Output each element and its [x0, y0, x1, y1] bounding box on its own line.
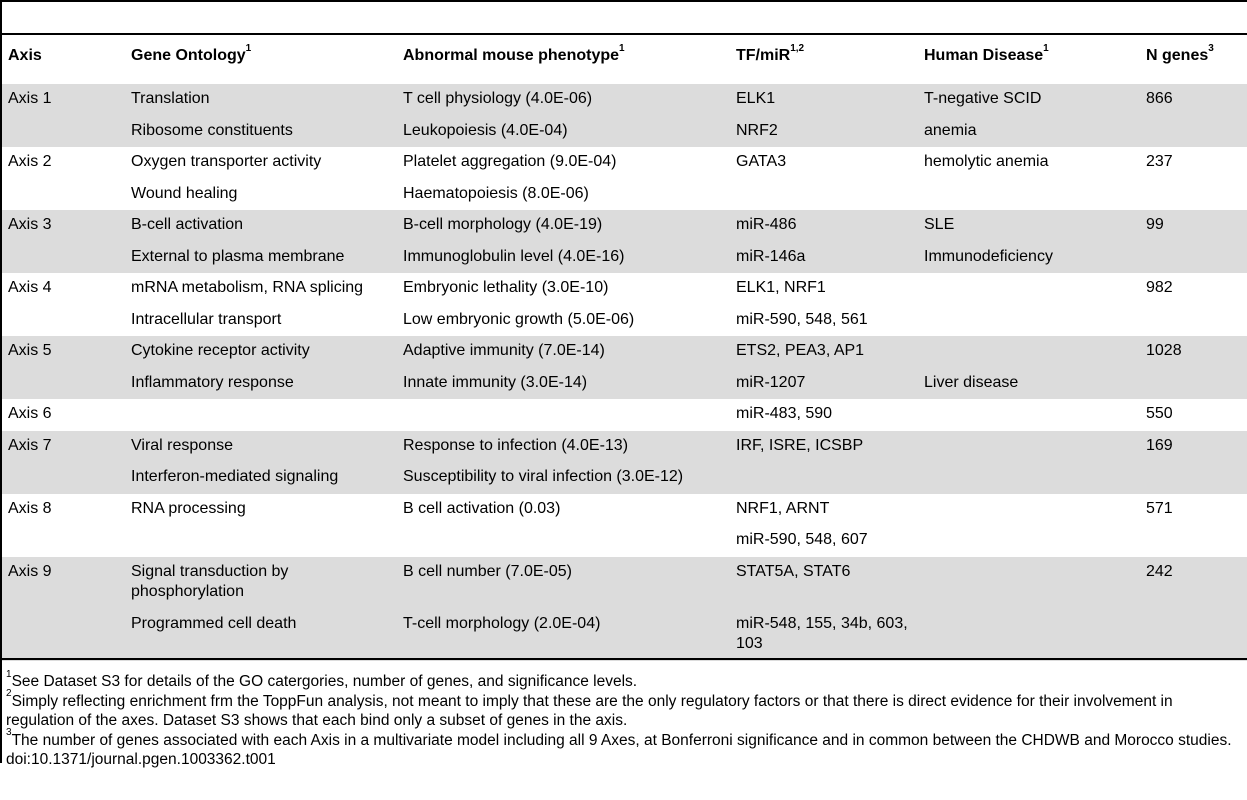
cell-mouse-phenotype: T cell physiology (4.0E-06) [397, 84, 730, 116]
cell-axis [2, 305, 125, 337]
table-row [2, 557, 1247, 609]
cell-gene-ontology [125, 399, 397, 431]
table-row [2, 399, 1247, 431]
cell-n-genes: 242 [1140, 557, 1247, 609]
footnotes [6, 668, 1242, 770]
cell-axis: Axis 1 [2, 84, 125, 116]
cell-mouse-phenotype: Response to infection (4.0E-13) [397, 431, 730, 463]
cell-tf-mir: miR-146a [730, 242, 918, 274]
cell-tf-mir: miR-1207 [730, 368, 918, 400]
footnote-3: $^3$The number of genes associated with each Axis in a multivariate model including all 9 Axes, at Bonferroni significance and in common between the CHDWB and Morocco studies. [6, 727, 1232, 749]
cell-human-disease: Liver disease [918, 368, 1140, 400]
cell-n-genes: 99 [1140, 210, 1247, 242]
cell-axis: Axis 5 [2, 336, 125, 368]
cell-axis: Axis 4 [8, 279, 52, 296]
table-row [2, 179, 1247, 211]
cell-n-genes: 550 [1146, 405, 1173, 422]
table-row [2, 336, 1247, 368]
cell-n-genes [1140, 609, 1247, 661]
footnote-1: $^1$See Dataset S3 for details of the GO catergories, number of genes, and significance levels. [6, 668, 638, 690]
cell-axis: Axis 2 [8, 153, 52, 170]
cell-axis [2, 462, 125, 494]
cell-human-disease [918, 431, 1140, 463]
cell-gene-ontology: Viral response [125, 431, 397, 463]
table-row [2, 273, 1247, 305]
cell-tf-mir: miR-548, 155, 34b, 603, 103 [730, 609, 918, 661]
cell-gene-ontology: External to plasma membrane [125, 242, 397, 274]
cell-gene-ontology [125, 525, 397, 557]
cell-axis [2, 116, 125, 148]
cell-axis [2, 242, 125, 274]
table-row [2, 494, 1247, 526]
table-row [2, 116, 1247, 148]
header-n-genes: N genes$^3$ [1146, 42, 1214, 64]
cell-axis: Axis 6 [8, 405, 52, 422]
cell-mouse-phenotype: Leukopoiesis (4.0E-04) [397, 116, 730, 148]
cell-mouse-phenotype: B-cell morphology (4.0E-19) [397, 210, 730, 242]
cell-gene-ontology: Translation [125, 84, 397, 116]
cell-gene-ontology: Interferon-mediated signaling [125, 462, 397, 494]
table-row [2, 84, 1247, 116]
cell-human-disease [918, 462, 1140, 494]
cell-tf-mir: miR-590, 548, 561 [736, 310, 868, 328]
header-human-disease: Human Disease$^1$ [924, 42, 1049, 64]
cell-human-disease [918, 336, 1140, 368]
table-row [2, 210, 1247, 242]
cell-human-disease: Immunodeficiency [918, 242, 1140, 274]
cell-n-genes: 571 [1146, 499, 1173, 517]
cell-tf-mir: NRF2 [730, 116, 918, 148]
cell-tf-mir: miR-590, 548, 607 [736, 531, 868, 548]
cell-n-genes: 866 [1140, 84, 1247, 116]
cell-gene-ontology: Programmed cell death [125, 609, 397, 661]
cell-gene-ontology: Wound healing [131, 184, 238, 202]
cell-mouse-phenotype: Low embryonic growth (5.0E-06) [403, 310, 635, 328]
cell-tf-mir: GATA3 [736, 153, 787, 170]
header-axis: Axis [8, 47, 42, 64]
table-row [2, 242, 1247, 274]
data-table [2, 38, 1247, 661]
cell-tf-mir: miR-486 [730, 210, 918, 242]
cell-human-disease [918, 179, 1140, 211]
cell-gene-ontology: mRNA metabolism, RNA splicing [131, 279, 364, 296]
doi: doi:10.1371/journal.pgen.1003362.t001 [6, 751, 276, 768]
cell-mouse-phenotype: Immunoglobulin level (4.0E-16) [397, 242, 730, 274]
cell-axis: Axis 9 [2, 557, 125, 609]
cell-n-genes: 982 [1146, 279, 1173, 296]
cell-axis [2, 179, 125, 211]
cell-n-genes: 1028 [1140, 336, 1247, 368]
cell-tf-mir: STAT5A, STAT6 [730, 557, 918, 609]
cell-axis [2, 525, 125, 557]
cell-mouse-phenotype: T-cell morphology (2.0E-04) [397, 609, 730, 661]
table-bottom-rule [2, 658, 1247, 660]
cell-n-genes [1140, 525, 1247, 557]
cell-n-genes: 237 [1146, 153, 1173, 170]
cell-gene-ontology: Ribosome constituents [125, 116, 397, 148]
cell-human-disease [918, 305, 1140, 337]
cell-tf-mir: miR-483, 590 [736, 405, 833, 422]
cell-human-disease [918, 557, 1140, 609]
cell-human-disease [918, 399, 1140, 431]
table-caption-area [2, 2, 1247, 33]
cell-tf-mir: NRF1, ARNT [736, 499, 830, 517]
cell-human-disease: hemolytic anemia [924, 153, 1049, 170]
header-top-rule [2, 33, 1247, 35]
cell-axis: Axis 8 [8, 499, 52, 517]
cell-gene-ontology: Oxygen transporter activity [131, 153, 322, 170]
table-row [2, 147, 1247, 179]
cell-human-disease: anemia [918, 116, 1140, 148]
cell-mouse-phenotype: Susceptibility to viral infection (3.0E-12) [397, 462, 730, 494]
header-row [2, 38, 1247, 84]
header-gene-ontology: Gene Ontology$^1$ [131, 42, 252, 64]
cell-tf-mir: IRF, ISRE, ICSBP [730, 431, 918, 463]
cell-mouse-phenotype: B cell number (7.0E-05) [397, 557, 730, 609]
cell-tf-mir: ELK1 [730, 84, 918, 116]
cell-tf-mir: ELK1, NRF1 [736, 279, 826, 296]
cell-mouse-phenotype: Platelet aggregation (9.0E-04) [403, 153, 617, 170]
cell-n-genes [1140, 179, 1247, 211]
header-tf-mir: TF/miR$^{1,2}$ [736, 42, 805, 64]
cell-tf-mir [730, 179, 918, 211]
cell-human-disease [918, 494, 1140, 526]
cell-tf-mir [730, 462, 918, 494]
cell-n-genes [1140, 116, 1247, 148]
cell-axis: Axis 3 [2, 210, 125, 242]
cell-mouse-phenotype: Embryonic lethality (3.0E-10) [403, 279, 609, 296]
cell-human-disease [918, 525, 1140, 557]
cell-gene-ontology: Intracellular transport [131, 310, 282, 328]
cell-axis [2, 368, 125, 400]
cell-n-genes [1140, 462, 1247, 494]
table-row [2, 525, 1247, 557]
cell-gene-ontology: Inflammatory response [125, 368, 397, 400]
cell-axis: Axis 7 [2, 431, 125, 463]
table-row [2, 305, 1247, 337]
cell-mouse-phenotype: Haematopoiesis (8.0E-06) [403, 184, 589, 202]
cell-mouse-phenotype: Innate immunity (3.0E-14) [397, 368, 730, 400]
header-mouse-phenotype: Abnormal mouse phenotype$^1$ [403, 42, 625, 64]
cell-human-disease: SLE [918, 210, 1140, 242]
cell-mouse-phenotype: B cell activation (0.03) [403, 499, 561, 517]
table-row [2, 368, 1247, 400]
cell-n-genes [1140, 305, 1247, 337]
cell-axis [2, 609, 125, 661]
cell-n-genes [1140, 242, 1247, 274]
cell-n-genes: 169 [1140, 431, 1247, 463]
cell-gene-ontology: Cytokine receptor activity [125, 336, 397, 368]
footnote-2: $^2$Simply reflecting enrichment frm the ToppFun analysis, not meant to imply that these are the only regulatory factors or that there is direct evidence for their involvement in regulation of the axes. Dataset S3 shows that each bind only a subset of genes in the axis. [6, 688, 1173, 729]
cell-gene-ontology: Signal transduction by phosphorylation [125, 557, 397, 609]
cell-human-disease [918, 273, 1140, 305]
cell-human-disease [918, 609, 1140, 661]
cell-mouse-phenotype [397, 399, 730, 431]
cell-n-genes [1140, 368, 1247, 400]
cell-gene-ontology: B-cell activation [125, 210, 397, 242]
cell-tf-mir: ETS2, PEA3, AP1 [730, 336, 918, 368]
table-row [2, 431, 1247, 463]
cell-gene-ontology: RNA processing [131, 499, 246, 517]
table-row [2, 609, 1247, 661]
cell-human-disease: T-negative SCID [918, 84, 1140, 116]
cell-mouse-phenotype [397, 525, 730, 557]
cell-mouse-phenotype: Adaptive immunity (7.0E-14) [397, 336, 730, 368]
table-row [2, 462, 1247, 494]
